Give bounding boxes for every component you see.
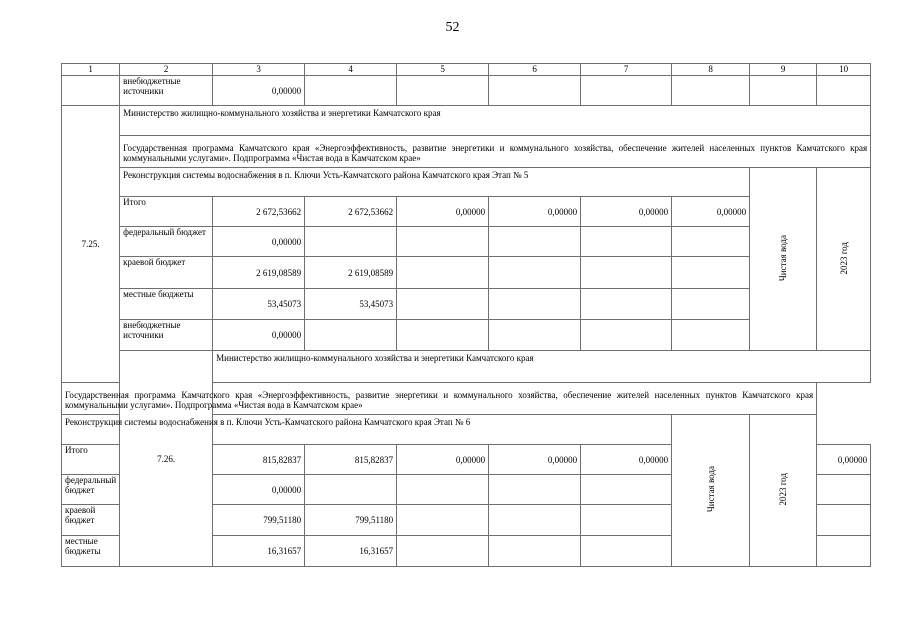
amount-cell: 53,45073 xyxy=(213,289,305,320)
subprogram-label: Чистая вода xyxy=(705,466,716,513)
column-header: 4 xyxy=(305,64,397,76)
amount-cell: 0,00000 xyxy=(213,320,305,351)
table-row xyxy=(62,257,871,289)
amount-cell: 815,82837 xyxy=(213,445,305,475)
amount-cell: 0,00000 xyxy=(489,445,581,475)
object-name: Реконструкция системы водоснабжения в п. Ключи Усть-Камчатского района Камчатского края Этап № 6 xyxy=(62,415,672,445)
year-cell xyxy=(817,168,871,351)
table-row xyxy=(62,289,871,320)
funding-source-label: местные бюджеты xyxy=(62,536,120,567)
column-header: 6 xyxy=(489,64,581,76)
ministry-row xyxy=(62,351,871,383)
amount-cell: 0,00000 xyxy=(672,197,750,227)
column-header: 1 xyxy=(62,64,120,76)
amount-cell: 0,00000 xyxy=(213,227,305,257)
amount-cell: 0,00000 xyxy=(581,197,672,227)
funding-source-label: Итого xyxy=(120,197,213,227)
amount-cell: 0,00000 xyxy=(581,445,672,475)
position-number: 7.25. xyxy=(62,106,120,383)
funding-source-label: федеральный бюджет xyxy=(62,475,120,505)
subprogram-cell xyxy=(750,168,817,351)
year-label: 2023 год xyxy=(778,473,789,506)
position-number: 7.26. xyxy=(120,351,213,567)
amount-cell: 799,51180 xyxy=(213,505,305,536)
table-row xyxy=(62,76,871,106)
column-header: 8 xyxy=(672,64,750,76)
amount-cell: 2 672,53662 xyxy=(213,197,305,227)
object-name: Реконструкция системы водоснабжения в п. Ключи Усть-Камчатского района Камчатского края Этап № 5 xyxy=(120,168,750,197)
object-row xyxy=(62,415,871,445)
amount-cell: 0,00000 xyxy=(213,76,305,106)
column-header: 10 xyxy=(817,64,871,76)
amount-cell: 2 619,08589 xyxy=(305,257,397,289)
amount-cell: 16,31657 xyxy=(213,536,305,567)
program-row xyxy=(62,383,871,415)
table-row xyxy=(62,227,871,257)
ministry-row xyxy=(62,106,871,136)
column-header-row xyxy=(62,64,871,76)
program-row xyxy=(62,136,871,168)
object-row xyxy=(62,168,871,197)
program-name: Государственная программа Камчатского края «Энергоэффективность, развитие энергетики и коммунального хозяйства, обеспечение жителей населенных пунктов Камчатского края коммунальными услугами». Подпрограмма «Чистая вода в Камчатском крае» xyxy=(62,383,817,415)
ministry-name: Министерство жилищно-коммунального хозяйства и энергетики Камчатского края xyxy=(213,351,871,383)
total-row xyxy=(62,197,871,227)
program-name: Государственная программа Камчатского края «Энергоэффективность, развитие энергетики и коммунального хозяйства, обеспечение жителей населенных пунктов Камчатского края коммунальными услугами». Подпрограмма «Чистая вода в Камчатском крае» xyxy=(120,136,871,168)
page-number: 52 xyxy=(445,20,460,35)
funding-source-label: Итого xyxy=(62,445,120,475)
amount-cell: 53,45073 xyxy=(305,289,397,320)
amount-cell: 2 672,53662 xyxy=(305,197,397,227)
amount-cell: 799,51180 xyxy=(305,505,397,536)
budget-table xyxy=(61,63,871,567)
funding-source-label: местные бюджеты xyxy=(120,289,213,320)
amount-cell: 0,00000 xyxy=(397,445,489,475)
column-header: 3 xyxy=(213,64,305,76)
funding-source-label: краевой бюджет xyxy=(62,505,120,536)
year-label: 2023 год xyxy=(838,241,849,275)
amount-cell: 0,00000 xyxy=(817,445,871,475)
year-cell xyxy=(750,415,817,567)
column-header: 5 xyxy=(397,64,489,76)
funding-source-label: внебюджетные источники xyxy=(120,320,213,351)
table-row xyxy=(62,320,871,351)
amount-cell: 0,00000 xyxy=(397,197,489,227)
column-header: 7 xyxy=(581,64,672,76)
funding-source-label: федеральный бюджет xyxy=(120,227,213,257)
subprogram-cell xyxy=(672,415,750,567)
subprogram-label: Чистая вода xyxy=(778,234,789,282)
amount-cell: 0,00000 xyxy=(213,475,305,505)
column-header: 2 xyxy=(120,64,213,76)
funding-source-label: внебюджетные источники xyxy=(120,76,213,106)
amount-cell: 16,31657 xyxy=(305,536,397,567)
amount-cell: 2 619,08589 xyxy=(213,257,305,289)
position-cell xyxy=(62,76,120,106)
ministry-name: Министерство жилищно-коммунального хозяйства и энергетики Камчатского края xyxy=(120,106,871,136)
funding-source-label: краевой бюджет xyxy=(120,257,213,289)
amount-cell: 815,82837 xyxy=(305,445,397,475)
column-header: 9 xyxy=(750,64,817,76)
amount-cell: 0,00000 xyxy=(489,197,581,227)
